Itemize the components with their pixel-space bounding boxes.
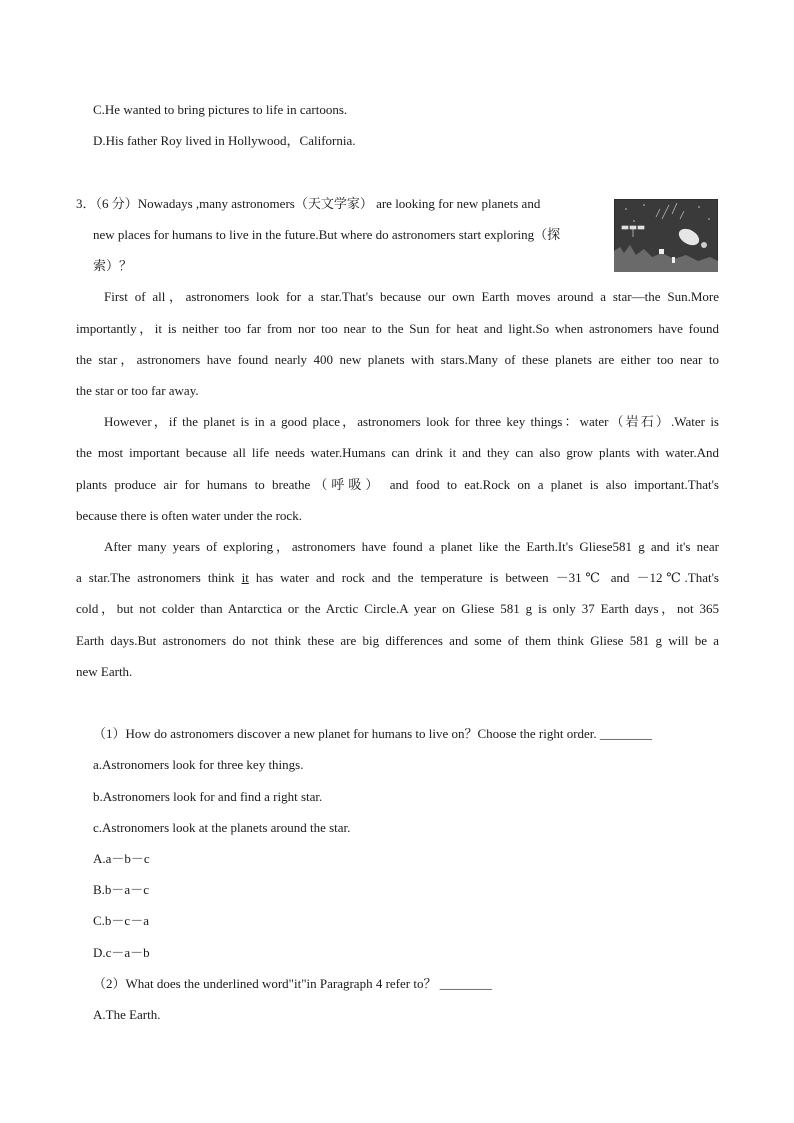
q1-option-a: A.a－b－c	[93, 851, 150, 866]
passage-p3-line-2	[76, 569, 719, 587]
sub-question-2-stem: （2）What does the underlined word"it"in Paragraph 4 refer to？ ________	[93, 976, 492, 991]
q1-option-b: B.b－a－c	[93, 882, 149, 897]
question-number: 3．	[76, 196, 96, 211]
option-d: D.His father Roy lived in Hollywood，California.	[93, 133, 356, 148]
passage-p3-line-3: cold，but not colder than Antarctica or the Arctic Circle.A year on Gliese 581 g is only 37 Earth days，not 365	[76, 601, 719, 616]
underlined-word-it: it	[241, 570, 249, 585]
passage-p3-line-2-end: has water and rock and the temperature is between －31℃ and －12℃.That's	[248, 570, 719, 585]
option-c: C.He wanted to bring pictures to life in cartoons.	[93, 102, 348, 117]
question-intro-line-3: 索）？	[93, 258, 133, 273]
passage-p2-line-3: plants produce air for humans to breathe（呼吸） and food to eat.Rock on a planet is also important.That's	[76, 477, 719, 492]
passage-p2-line-1: However，if the planet is in a good place，astronomers look for three key things：water（岩石）.Water is	[104, 414, 719, 429]
passage-p3-line-5: new Earth.	[76, 664, 133, 679]
passage-p3-line-2-start: a star.The astronomers think	[76, 570, 242, 585]
question-3-header	[76, 195, 540, 213]
passage-p1-line-3: the star，astronomers have found nearly 400 new planets with stars.Many of these planets are either too near to	[76, 352, 719, 367]
passage-p2-line-2: the most important because all life needs water.Humans can drink it and they can also grow plants with water.And	[76, 445, 719, 460]
q2-option-a: A.The Earth.	[93, 1007, 161, 1022]
statement-a: a.Astronomers look for three key things.	[93, 757, 304, 772]
statement-b: b.Astronomers look for and find a right star.	[93, 789, 323, 804]
question-intro-line-1: Nowadays ,many astronomers（天文学家） are looking for new planets and	[137, 196, 541, 211]
sub-question-1-stem: （1）How do astronomers discover a new planet for humans to live on？Choose the right order. ________	[93, 726, 652, 741]
passage-p2-line-4: because there is often water under the rock.	[76, 508, 302, 523]
q1-option-c: C.b－c－a	[93, 913, 149, 928]
passage-p1-line-1: First of all，astronomers look for a star.That's because our own Earth moves around a star—the Sun.More	[104, 289, 719, 304]
passage-p1-line-2: importantly，it is neither too far from nor too near to the Sun for heat and light.So when astronomers have found	[76, 321, 719, 336]
statement-c: c.Astronomers look at the planets around the star.	[93, 820, 351, 835]
passage-p1-line-4: the star or too far away.	[76, 383, 199, 398]
passage-p3-line-4: Earth days.But astronomers do not think these are big differences and some of them think Gliese 581 g will be a	[76, 633, 719, 648]
question-score: （6 分）	[95, 196, 138, 211]
question-intro-line-2: new places for humans to live in the future.But where do astronomers start exploring（探	[93, 227, 561, 242]
space-illustration	[614, 199, 718, 272]
passage-p3-line-1: After many years of exploring，astronomers have found a planet like the Earth.It's Gliese581 g and it's near	[104, 539, 719, 554]
q1-option-d: D.c－a－b	[93, 945, 150, 960]
